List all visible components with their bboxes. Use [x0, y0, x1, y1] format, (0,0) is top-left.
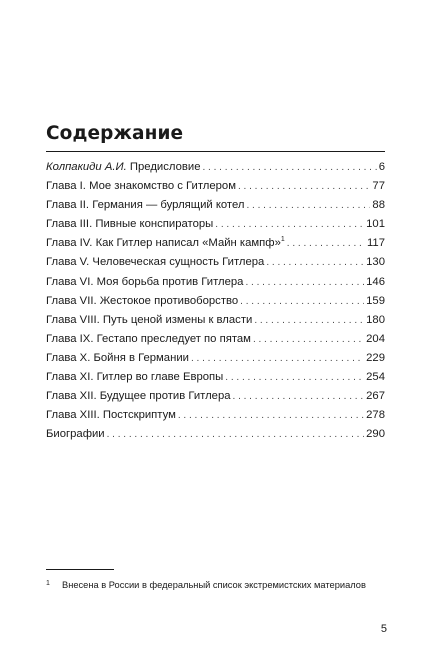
toc-entry-title: [46, 196, 244, 215]
toc-entry[interactable]: [46, 196, 385, 215]
toc-entry-title-text: Глава V. Человеческая сущность Гитлера: [46, 256, 265, 269]
footnote-mark: 1: [46, 580, 50, 587]
toc-entry-page-number: 130: [366, 256, 385, 269]
dot-leader: [253, 330, 364, 349]
footnote: [46, 578, 385, 593]
dot-leader: [266, 253, 364, 272]
toc-entry-title-text: Глава IX. Гестапо преследует по пятам: [46, 332, 251, 345]
toc-entry-title-text: Глава II. Германия — бурлящий котел: [46, 199, 245, 212]
toc-entry[interactable]: [46, 368, 385, 387]
toc-entry[interactable]: [46, 425, 385, 444]
dot-leader: [287, 234, 365, 253]
toc-entry-title: [46, 273, 243, 292]
toc-entry[interactable]: [46, 158, 385, 177]
toc-entry-page-number: 254: [366, 371, 385, 384]
toc-entry-page-number: 159: [366, 294, 385, 307]
toc-entry-title: [46, 253, 264, 272]
toc-entry-title: [46, 234, 285, 253]
toc-entry[interactable]: [46, 406, 385, 425]
footnote-reference: 1: [280, 236, 285, 244]
toc-entry-page-number: 117: [366, 237, 385, 250]
toc-entry-page-number: 6: [378, 161, 385, 173]
page-number: 5: [380, 623, 387, 635]
toc-entry[interactable]: [46, 311, 385, 330]
dot-leader: [254, 311, 364, 330]
toc-entry-title: [46, 215, 213, 234]
dot-leader: [238, 177, 370, 196]
dot-leader: [246, 196, 370, 215]
toc-entry[interactable]: [46, 234, 385, 253]
toc-entry-title-text: Глава VI. Моя борьба против Гитлера: [46, 275, 244, 288]
dot-leader: [178, 406, 364, 425]
footnote-text: Внесена в России в федеральный список экстремистских материалов: [62, 580, 366, 590]
toc-entry-title: [46, 406, 176, 425]
toc-entry-title-text: Глава I. Мое знакомство с Гитлером: [46, 180, 236, 193]
toc-entry-title-text: Биографии: [46, 428, 105, 441]
dot-leader: [240, 292, 364, 311]
toc-entry-page-number: 146: [366, 275, 385, 288]
toc-entry-title-text: Глава VII. Жестокое противоборство: [46, 294, 239, 307]
dot-leader: [191, 349, 364, 368]
toc-entry-page-number: 180: [366, 313, 385, 326]
dot-leader: [225, 368, 364, 387]
toc-entry[interactable]: [46, 273, 385, 292]
dot-leader: [215, 215, 364, 234]
toc-entry-title-text: Глава XI. Гитлер во главе Европы: [46, 371, 224, 384]
toc-entry-title-text: Глава X. Бойня в Германии: [46, 351, 189, 364]
toc-entry[interactable]: [46, 387, 385, 406]
toc-entry-page-number: 101: [366, 218, 385, 231]
toc-entry-title-text: Глава XIII. Постскриптум: [46, 409, 176, 422]
dot-leader: [107, 425, 365, 444]
toc-entry-title: [46, 158, 200, 177]
dot-leader: [245, 273, 364, 292]
toc-entry-title: [46, 311, 252, 330]
toc-entry-title: [46, 349, 189, 368]
toc-entry-page-number: 88: [372, 199, 385, 212]
dot-leader: [233, 387, 365, 406]
contents-heading: Содержание: [46, 123, 184, 144]
toc-entry-page-number: 229: [366, 351, 385, 364]
toc-entry[interactable]: [46, 330, 385, 349]
toc-entry-title: [46, 177, 236, 196]
toc-entry[interactable]: [46, 215, 385, 234]
toc-entry-title-text: Глава III. Пивные конспираторы: [46, 218, 214, 231]
toc-entry-title-text: Глава XII. Будущее против Гитлера: [46, 390, 231, 403]
toc-entry-author: Колпакиди А.И.: [46, 161, 127, 173]
toc-entry[interactable]: [46, 292, 385, 311]
toc-entry-page-number: 77: [372, 180, 385, 193]
toc-entry-title-text: Глава IV. Как Гитлер написал «Майн кампф»: [46, 237, 281, 250]
toc-entry-title: [46, 292, 238, 311]
toc-entry-page-number: 290: [366, 428, 385, 441]
dot-leader: [202, 158, 376, 177]
toc-entry-title: [46, 330, 251, 349]
toc-entry-title-text: Глава VIII. Путь ценой измены к власти: [46, 313, 253, 326]
toc-entry-page-number: 278: [366, 409, 385, 422]
toc-entry-title: [46, 425, 105, 444]
toc-entry[interactable]: [46, 177, 385, 196]
footnote-divider: [46, 569, 114, 570]
toc-entry[interactable]: [46, 349, 385, 368]
toc-entry-title: [46, 368, 223, 387]
toc-entry-page-number: 204: [366, 332, 385, 345]
heading-divider: [46, 151, 385, 152]
toc-entry-title: [46, 387, 231, 406]
toc-entry-page-number: 267: [366, 390, 385, 403]
toc-entry[interactable]: [46, 253, 385, 272]
table-of-contents: [46, 158, 385, 444]
toc-entry-title-text: Предисловие: [129, 161, 201, 173]
